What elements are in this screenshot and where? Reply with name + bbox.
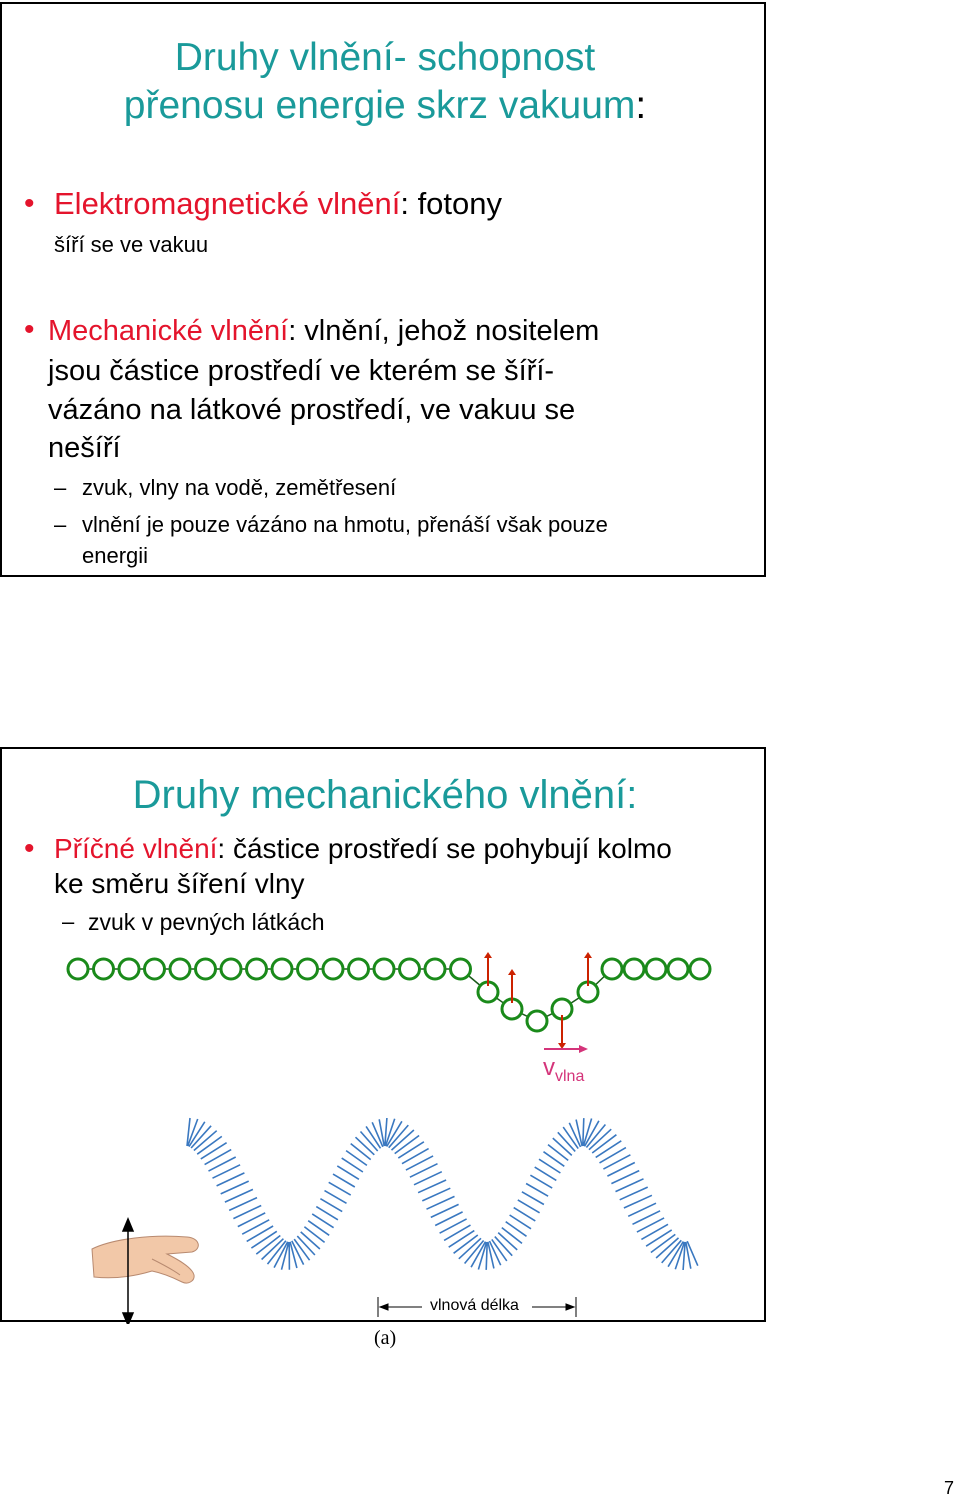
transverse-term: Příčné vlnění xyxy=(54,833,218,864)
wave-speed-arrow-icon xyxy=(544,1045,588,1053)
particle xyxy=(247,959,267,979)
spring-coil xyxy=(187,1118,698,1270)
dash-icon: – xyxy=(54,475,67,500)
particle-chain-illustration xyxy=(2,949,764,1059)
transverse-line-2: ke směru šíření vlny xyxy=(54,868,305,899)
hand-icon xyxy=(92,1236,198,1283)
slide-1-title xyxy=(2,34,768,130)
wave-speed-symbol: v xyxy=(543,1054,555,1081)
particle xyxy=(323,959,343,979)
dash-icon: – xyxy=(62,909,75,934)
particle xyxy=(298,959,318,979)
panel-label: (a) xyxy=(374,1327,397,1349)
wave-speed-label xyxy=(543,1054,584,1086)
particle xyxy=(668,959,688,979)
sub-item-2: vlnění je pouze vázáno na hmotu, přenáší však pouze xyxy=(82,512,608,537)
spring-wave-illustration xyxy=(2,1099,764,1324)
particle xyxy=(94,959,114,979)
page-number: 7 xyxy=(944,1478,955,1498)
mechanical-line-4: nešíří xyxy=(48,432,121,464)
particle xyxy=(400,959,420,979)
electromagnetic-rest: : fotony xyxy=(400,186,503,221)
bullet-icon: • xyxy=(24,313,35,346)
slide-2 xyxy=(0,747,766,1349)
transverse-rest: : částice prostředí se pohybují kolmo xyxy=(217,833,672,864)
wave-speed-subscript: vlna xyxy=(555,1067,585,1085)
mechanical-term: Mechanické vlnění xyxy=(48,315,289,347)
bullet-icon: • xyxy=(24,832,35,865)
mechanical-line-2: jsou částice prostředí ve kterém se šíří- xyxy=(48,355,555,387)
slide-1 xyxy=(0,2,766,577)
sub-item-2-continued: energii xyxy=(82,543,149,568)
title-colon: : xyxy=(635,84,647,127)
wavelength-label: vlnová délka xyxy=(430,1297,519,1314)
particle xyxy=(170,959,190,979)
dash-icon: – xyxy=(54,512,67,537)
particle xyxy=(221,959,241,979)
electromagnetic-term: Elektromagnetické vlnění xyxy=(54,186,401,221)
particle xyxy=(602,959,622,979)
electromagnetic-item xyxy=(54,186,502,222)
particle xyxy=(119,959,139,979)
title-line-1: Druhy vlnění- schopnost xyxy=(174,36,596,79)
transverse-line-1 xyxy=(54,831,672,867)
mechanical-line-3: vázáno na látkové prostředí, ve vakuu se xyxy=(48,394,576,426)
particle xyxy=(451,959,471,979)
particle xyxy=(425,959,445,979)
mechanical-rest: : vlnění, jehož nositelem xyxy=(288,315,600,347)
particle xyxy=(68,959,88,979)
particle xyxy=(272,959,292,979)
spring-coil-icon xyxy=(187,1118,698,1270)
particle xyxy=(624,959,644,979)
title-line-2 xyxy=(2,82,768,130)
bullet-icon: • xyxy=(24,187,35,220)
particle xyxy=(374,959,394,979)
particle xyxy=(349,959,369,979)
mechanical-line-1 xyxy=(48,312,599,350)
particle xyxy=(646,959,666,979)
particle xyxy=(196,959,216,979)
particle xyxy=(690,959,710,979)
transverse-sub-item: zvuk v pevných látkách xyxy=(88,909,325,935)
particle xyxy=(145,959,165,979)
slide-2-title: Druhy mechanického vlnění: xyxy=(132,773,638,817)
title-line-2-text: přenosu energie skrz vakuum xyxy=(123,84,636,127)
electromagnetic-note: šíří se ve vakuu xyxy=(54,232,209,257)
sub-item-1: zvuk, vlny na vodě, zemětřesení xyxy=(82,475,397,500)
particle xyxy=(527,1011,547,1031)
